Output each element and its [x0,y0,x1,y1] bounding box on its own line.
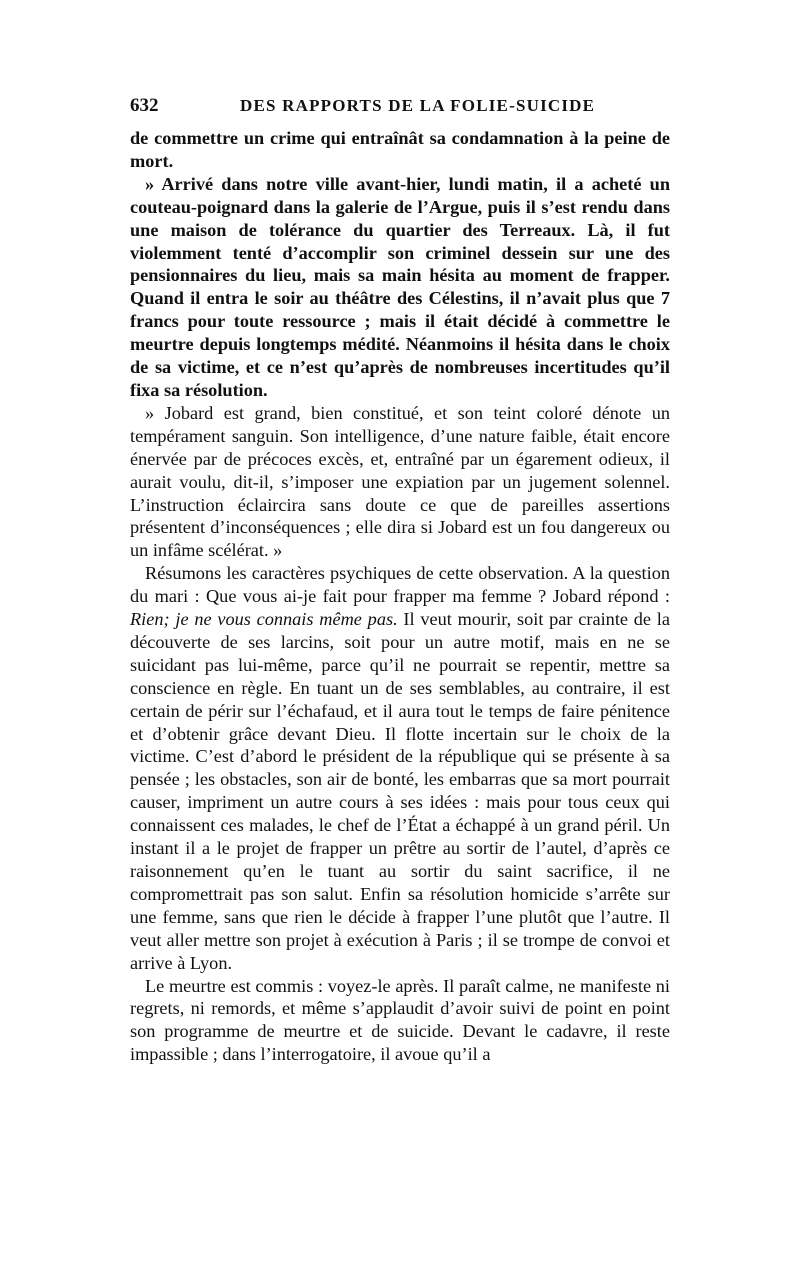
running-head [130,95,670,119]
paragraph-2: » Arrivé dans notre ville avant-hier, lundi matin, il a acheté un couteau-poignard dans la galerie de l’Argue, puis il s’est rendu dans une maison de tolérance du quartier des Terreaux. Là, il fut violemment tenté d’accomplir son criminel dessein sur une des pensionnaires du lieu, mais sa main hésita au moment de frapper. Quand il entra le soir au théâtre des Célestins, il n’avait plus que 7 francs pour toute ressource ; mais il était décidé à commettre le meurtre depuis longtemps médité. Néanmoins il hésita dans le choix de sa victime, et ce n’est qu’après de nombreuses incertitudes qu’il fixa sa résolution. [130,173,670,400]
running-title: DES RAPPORTS DE LA FOLIE-SUICIDE [240,96,596,115]
paragraph-4-text-end: Il veut mourir, soit par crainte de la découverte de ses larcins, soit pour un autre motif, mais en ne se suicidant pas lui-même, parce qu’il ne pourrait se repentir, mettre sa conscience en règle. En tuant un de ses semblables, au contraire, il est certain de périr sur l’échafaud, et il aura tout le temps de faire pénitence et d’obtenir grâce devant Dieu. Il flotte incertain sur le choix de la victime. C’est d’abord le président de la république qui se présente à sa pensée ; les obstacles, son air de bonté, les embarras que sa mort pourrait causer, impriment un autre cours à ses idées : mais pour tous ceux qui connaissent ces malades, le chef de l’État a échappé à un grand péril. Un instant il a le projet de frapper un prêtre au sortir de l’autel, d’après ce raisonnement qu’en le tuant au sortir du saint sacrifice, il ne compromettrait pas son salut. Enfin sa résolution homicide s’arrête sur une femme, sans que rien le décide à frapper l’une plutôt que l’autre. Il veut aller mettre son projet à exécution à Paris ; il se trompe de convoi et arrive à Lyon. [130,609,671,973]
paragraph-5: Le meurtre est commis : voyez-le après. Il paraît calme, ne manifeste ni regrets, ni remords, et même s’applaudit d’avoir suivi de point en point son programme de meurtre et de suicide. Devant le cadavre, il reste impassible ; dans l’interrogatoire, il avoue qu’il a [130,975,670,1065]
paragraph-4-text-start: Résumons les caractères psychiques de cette observation. A la question du mari : Que vous ai-je fait pour frapper ma femme ? Jobard répond : [130,563,670,607]
body-text [130,127,670,1066]
paragraph-4 [130,562,670,974]
paragraph-3: » Jobard est grand, bien constitué, et son teint coloré dénote un tempérament sanguin. Son intelligence, d’une nature faible, était encore énervée par de précoces excès, et, entraîné par un égarement odieux, il aurait voulu, dit-il, s’imposer une expiation par un jugement solennel. L’instruction éclaircira sans doute ce que de pareilles assertions présentent d’inconséquences ; elle dira si Jobard est un fou dangereux ou un infâme scélérat. » [130,402,670,561]
paragraph-1: de commettre un crime qui entraînât sa condamnation à la peine de mort. [130,128,670,171]
page-number: 632 [130,95,159,116]
paragraph-4-quote: Rien; je ne vous connais même pas. [130,609,398,630]
